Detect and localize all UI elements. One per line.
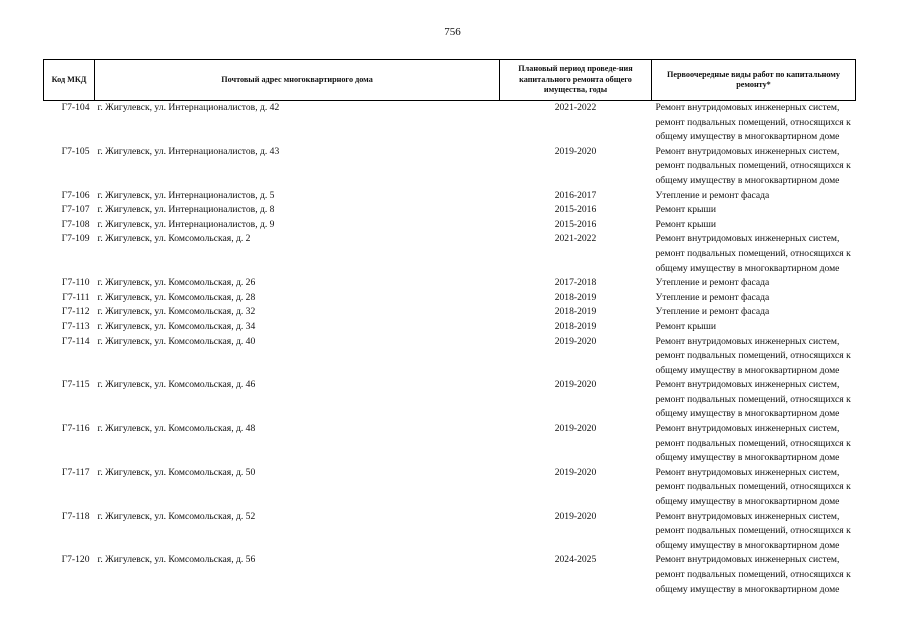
- mkd-code-cell: Г7-110: [61, 277, 90, 289]
- works-cell: [652, 466, 856, 510]
- works-cell: [652, 232, 856, 276]
- mkd-code-cell: Г7-118: [61, 510, 90, 522]
- address-cell: г. Жигулевск, ул. Комсомольская, д. 26: [97, 277, 256, 289]
- address-cell: г. Жигулевск, ул. Интернационалистов, д. 9: [97, 218, 275, 230]
- repair-period-cell: 2021-2022: [554, 102, 597, 113]
- mkd-code-cell: Г7-111: [62, 291, 90, 303]
- repair-period-cell: 2018-2019: [554, 320, 597, 332]
- table-row: [44, 553, 856, 597]
- table-row: [44, 203, 856, 218]
- table-row: [44, 291, 856, 306]
- works-cell: [652, 320, 856, 335]
- works-line: Утепление и ремонт фасада: [655, 277, 770, 289]
- works-line: общему имуществу в многоквартирном доме: [655, 174, 840, 186]
- mkd-code-cell: Г7-115: [61, 379, 90, 391]
- works-cell: [652, 276, 856, 291]
- capital-repair-table: [43, 59, 856, 597]
- header-works: Первоочередные виды работ по капитальному ремонту*: [652, 60, 856, 101]
- works-line: общему имуществу в многоквартирном доме: [655, 131, 840, 143]
- works-line: ремонт подвальных помещений, относящихся к: [655, 393, 851, 405]
- works-cell: [652, 189, 856, 204]
- mkd-code-cell: Г7-120: [61, 554, 90, 566]
- works-line: Ремонт крыши: [655, 204, 716, 216]
- table-body: [44, 101, 856, 598]
- table-row: [44, 422, 856, 466]
- repair-period-cell: 2015-2016: [554, 204, 597, 216]
- works-line: общему имуществу в многоквартирном доме: [655, 408, 840, 420]
- works-line: ремонт подвальных помещений, относящихся к: [655, 481, 851, 493]
- mkd-code-cell: Г7-116: [61, 423, 90, 435]
- works-line: ремонт подвальных помещений, относящихся к: [655, 569, 851, 580]
- address-cell: г. Жигулевск, ул. Интернационалистов, д. 42: [97, 102, 280, 113]
- repair-period-cell: 2019-2020: [554, 145, 597, 157]
- table-row: [44, 320, 856, 335]
- works-line: Ремонт внутридомовых инженерных систем,: [655, 335, 840, 347]
- works-cell: [652, 145, 856, 189]
- table-row: [44, 276, 856, 291]
- table-row: [44, 218, 856, 233]
- works-line: Ремонт крыши: [655, 218, 716, 230]
- address-cell: г. Жигулевск, ул. Комсомольская, д. 32: [97, 306, 256, 318]
- works-line: Ремонт крыши: [655, 320, 716, 332]
- address-cell: г. Жигулевск, ул. Комсомольская, д. 34: [97, 320, 256, 332]
- address-cell: г. Жигулевск, ул. Комсомольская, д. 28: [97, 291, 256, 303]
- works-cell: [652, 378, 856, 422]
- works-cell: [652, 203, 856, 218]
- mkd-code-cell: Г7-106: [61, 189, 90, 201]
- repair-period-cell: 2019-2020: [554, 423, 597, 435]
- works-line: ремонт подвальных помещений, относящихся к: [655, 160, 851, 172]
- works-line: ремонт подвальных помещений, относящихся к: [655, 525, 851, 537]
- works-cell: [652, 553, 856, 597]
- table-row: [44, 335, 856, 379]
- address-cell: г. Жигулевск, ул. Комсомольская, д. 52: [97, 510, 256, 522]
- repair-period-cell: 2021-2022: [554, 233, 597, 245]
- address-cell: г. Жигулевск, ул. Комсомольская, д. 46: [97, 379, 256, 391]
- repair-period-cell: 2018-2019: [554, 291, 597, 303]
- table-header: [44, 60, 856, 101]
- repair-period-cell: 2016-2017: [554, 189, 597, 201]
- repair-period-cell: 2018-2019: [554, 306, 597, 318]
- works-line: ремонт подвальных помещений, относящихся к: [655, 116, 851, 128]
- works-cell: [652, 291, 856, 306]
- page-number: 756: [444, 26, 461, 38]
- works-line: Утепление и ремонт фасада: [655, 189, 770, 201]
- repair-period-cell: 2017-2018: [554, 277, 597, 289]
- works-cell: [652, 335, 856, 379]
- table-row: [44, 305, 856, 320]
- table-row: [44, 145, 856, 189]
- works-cell: [652, 305, 856, 320]
- table-row: [44, 101, 856, 145]
- repair-period-cell: 2024-2025: [554, 554, 597, 566]
- mkd-code-cell: Г7-114: [61, 335, 90, 347]
- works-cell: [652, 101, 856, 145]
- works-line: общему имуществу в многоквартирном доме: [655, 583, 840, 595]
- works-line: Ремонт внутридомовых инженерных систем,: [655, 510, 840, 522]
- mkd-code-cell: Г7-112: [61, 306, 90, 318]
- works-line: Ремонт внутридомовых инженерных систем,: [655, 423, 840, 435]
- mkd-code-cell: Г7-104: [61, 102, 90, 113]
- mkd-code-cell: Г7-117: [61, 466, 90, 478]
- header-address: Почтовый адрес многоквартирного дома: [95, 60, 500, 101]
- address-cell: г. Жигулевск, ул. Комсомольская, д. 48: [97, 423, 256, 435]
- address-cell: г. Жигулевск, ул. Комсомольская, д. 50: [97, 466, 256, 478]
- mkd-code-cell: Г7-109: [61, 233, 90, 245]
- works-line: общему имуществу в многоквартирном доме: [655, 496, 840, 508]
- table-row: [44, 189, 856, 204]
- header-period: Плановый период проведе-ния капитального ремонта общего имущества, годы: [500, 60, 652, 101]
- works-line: Ремонт внутридомовых инженерных систем,: [655, 554, 840, 566]
- works-cell: [652, 218, 856, 233]
- works-line: Ремонт внутридомовых инженерных систем,: [655, 379, 840, 391]
- table-row: [44, 510, 856, 554]
- works-line: Утепление и ремонт фасада: [655, 291, 770, 303]
- table-row: [44, 378, 856, 422]
- table-row: [44, 232, 856, 276]
- mkd-code-cell: Г7-113: [61, 320, 90, 332]
- works-line: Утепление и ремонт фасада: [655, 306, 770, 318]
- address-cell: г. Жигулевск, ул. Комсомольская, д. 56: [97, 554, 256, 566]
- address-cell: г. Жигулевск, ул. Интернационалистов, д. 8: [97, 204, 275, 216]
- works-line: ремонт подвальных помещений, относящихся к: [655, 437, 851, 449]
- address-cell: г. Жигулевск, ул. Интернационалистов, д. 5: [97, 189, 275, 201]
- works-line: ремонт подвальных помещений, относящихся к: [655, 247, 851, 259]
- table-row: [44, 466, 856, 510]
- works-cell: [652, 422, 856, 466]
- works-line: общему имуществу в многоквартирном доме: [655, 262, 840, 274]
- works-line: общему имуществу в многоквартирном доме: [655, 452, 840, 464]
- works-cell: [652, 510, 856, 554]
- mkd-code-cell: Г7-108: [61, 218, 90, 230]
- address-cell: г. Жигулевск, ул. Комсомольская, д. 40: [97, 335, 256, 347]
- mkd-code-cell: Г7-107: [61, 204, 90, 216]
- works-line: Ремонт внутридомовых инженерных систем,: [655, 102, 840, 113]
- address-cell: г. Жигулевск, ул. Комсомольская, д. 2: [97, 233, 251, 245]
- repair-period-cell: 2019-2020: [554, 379, 597, 391]
- mkd-code-cell: Г7-105: [61, 145, 90, 157]
- works-line: ремонт подвальных помещений, относящихся к: [655, 350, 851, 362]
- repair-period-cell: 2019-2020: [554, 510, 597, 522]
- works-line: общему имуществу в многоквартирном доме: [655, 364, 840, 376]
- header-code: Код МКД: [44, 60, 95, 101]
- repair-period-cell: 2019-2020: [554, 335, 597, 347]
- works-line: общему имуществу в многоквартирном доме: [655, 539, 840, 551]
- works-line: Ремонт внутридомовых инженерных систем,: [655, 233, 840, 245]
- works-line: Ремонт внутридомовых инженерных систем,: [655, 145, 840, 157]
- works-line: Ремонт внутридомовых инженерных систем,: [655, 466, 840, 478]
- repair-period-cell: 2015-2016: [554, 218, 597, 230]
- address-cell: г. Жигулевск, ул. Интернационалистов, д. 43: [97, 145, 280, 157]
- repair-period-cell: 2019-2020: [554, 466, 597, 478]
